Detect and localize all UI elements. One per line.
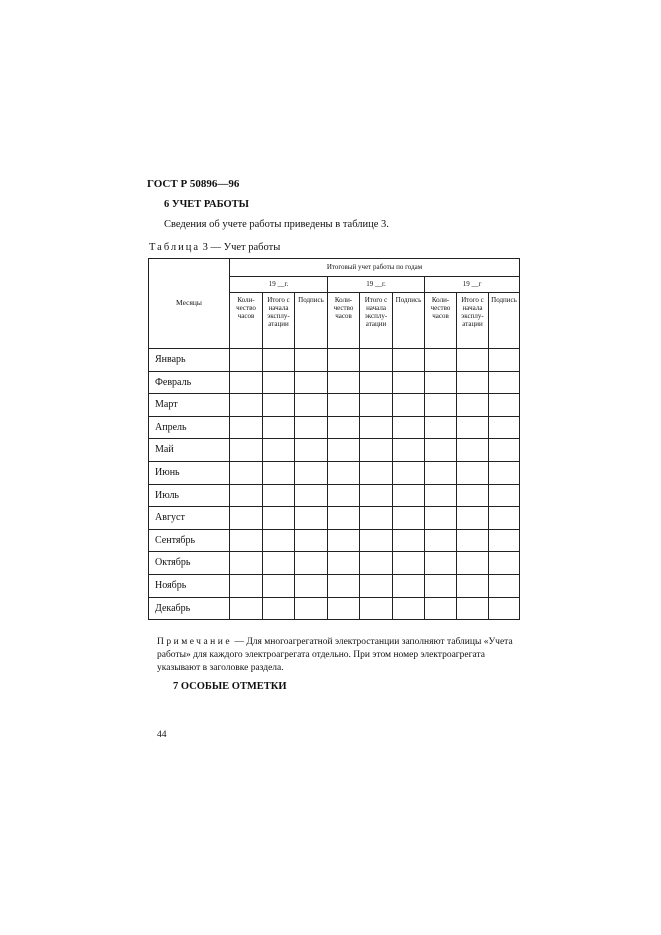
section-7-title: 7 ОСОБЫЕ ОТМЕТКИ	[173, 681, 287, 692]
yearly-totals-header: Итоговый учет работы по годам	[230, 259, 520, 277]
year-2-total-header: Итого с начала эксплу-атации	[360, 293, 393, 349]
entry-cell[interactable]	[328, 461, 360, 484]
entry-cell[interactable]	[230, 574, 263, 597]
entry-cell[interactable]	[489, 484, 520, 507]
entry-cell[interactable]	[263, 439, 295, 462]
entry-cell[interactable]	[230, 597, 263, 620]
entry-cell[interactable]	[425, 507, 457, 530]
entry-cell[interactable]	[457, 371, 489, 394]
year-3-header: 19 __г	[425, 277, 520, 293]
year-1-hours-header: Коли-чество часов	[230, 293, 263, 349]
table-note	[157, 636, 521, 675]
entry-cell[interactable]	[263, 416, 295, 439]
entry-cell[interactable]	[360, 461, 393, 484]
document-code: ГОСТ Р 50896—96	[147, 178, 240, 190]
entry-cell[interactable]	[295, 416, 328, 439]
entry-cell[interactable]	[263, 349, 295, 372]
work-log-table	[148, 258, 520, 620]
entry-cell[interactable]	[393, 461, 425, 484]
entry-cell[interactable]	[230, 484, 263, 507]
table-row	[149, 529, 520, 552]
entry-cell[interactable]	[425, 461, 457, 484]
table-caption-label: Таблица	[149, 242, 201, 253]
entry-cell[interactable]	[457, 349, 489, 372]
entry-cell[interactable]	[230, 552, 263, 575]
month-cell: Август	[149, 507, 230, 530]
entry-cell[interactable]	[295, 349, 328, 372]
month-cell: Февраль	[149, 371, 230, 394]
entry-cell[interactable]	[230, 461, 263, 484]
entry-cell[interactable]	[263, 529, 295, 552]
entry-cell[interactable]	[425, 349, 457, 372]
entry-cell[interactable]	[263, 507, 295, 530]
entry-cell[interactable]	[263, 461, 295, 484]
entry-cell[interactable]	[489, 597, 520, 620]
entry-cell[interactable]	[457, 574, 489, 597]
year-1-signature-header: Подпись	[295, 293, 328, 349]
entry-cell[interactable]	[328, 574, 360, 597]
entry-cell[interactable]	[457, 394, 489, 417]
entry-cell[interactable]	[360, 552, 393, 575]
entry-cell[interactable]	[360, 529, 393, 552]
entry-cell[interactable]	[393, 507, 425, 530]
entry-cell[interactable]	[489, 416, 520, 439]
table-row	[149, 574, 520, 597]
entry-cell[interactable]	[489, 349, 520, 372]
entry-cell[interactable]	[295, 597, 328, 620]
table-row	[149, 461, 520, 484]
entry-cell[interactable]	[393, 371, 425, 394]
months-body	[149, 349, 520, 620]
entry-cell[interactable]	[425, 371, 457, 394]
entry-cell[interactable]	[425, 484, 457, 507]
entry-cell[interactable]	[295, 507, 328, 530]
entry-cell[interactable]	[328, 416, 360, 439]
year-1-header: 19 __г.	[230, 277, 328, 293]
entry-cell[interactable]	[263, 597, 295, 620]
table-row	[149, 507, 520, 530]
entry-cell[interactable]	[425, 574, 457, 597]
entry-cell[interactable]	[360, 484, 393, 507]
entry-cell[interactable]	[230, 529, 263, 552]
table-row	[149, 394, 520, 417]
year-3-hours-header: Коли-чество часов	[425, 293, 457, 349]
entry-cell[interactable]	[263, 371, 295, 394]
entry-cell[interactable]	[393, 439, 425, 462]
entry-cell[interactable]	[425, 529, 457, 552]
entry-cell[interactable]	[457, 484, 489, 507]
entry-cell[interactable]	[457, 597, 489, 620]
entry-cell[interactable]	[393, 484, 425, 507]
entry-cell[interactable]	[328, 484, 360, 507]
entry-cell[interactable]	[295, 552, 328, 575]
month-cell: Июль	[149, 484, 230, 507]
year-3-signature-header: Подпись	[489, 293, 520, 349]
month-cell: Апрель	[149, 416, 230, 439]
section-6-title: 6 УЧЕТ РАБОТЫ	[164, 199, 249, 210]
entry-cell[interactable]	[425, 394, 457, 417]
table-row	[149, 439, 520, 462]
entry-cell[interactable]	[489, 529, 520, 552]
entry-cell[interactable]	[360, 597, 393, 620]
month-cell: Сентябрь	[149, 529, 230, 552]
entry-cell[interactable]	[489, 394, 520, 417]
entry-cell[interactable]	[393, 529, 425, 552]
table-row	[149, 371, 520, 394]
entry-cell[interactable]	[328, 394, 360, 417]
entry-cell[interactable]	[360, 371, 393, 394]
year-1-total-header: Итого с начала эксплу-атации	[263, 293, 295, 349]
months-column-header: Месяцы	[149, 259, 230, 349]
entry-cell[interactable]	[295, 574, 328, 597]
entry-cell[interactable]	[393, 552, 425, 575]
month-cell: Январь	[149, 349, 230, 372]
entry-cell[interactable]	[328, 597, 360, 620]
entry-cell[interactable]	[489, 507, 520, 530]
entry-cell[interactable]	[230, 507, 263, 530]
entry-cell[interactable]	[360, 439, 393, 462]
page-number: 44	[157, 730, 167, 740]
entry-cell[interactable]	[263, 552, 295, 575]
entry-cell[interactable]	[230, 349, 263, 372]
entry-cell[interactable]	[425, 439, 457, 462]
entry-cell[interactable]	[328, 552, 360, 575]
entry-cell[interactable]	[489, 371, 520, 394]
entry-cell[interactable]	[360, 394, 393, 417]
entry-cell[interactable]	[295, 439, 328, 462]
entry-cell[interactable]	[489, 552, 520, 575]
table-row	[149, 484, 520, 507]
entry-cell[interactable]	[263, 394, 295, 417]
entry-cell[interactable]	[393, 574, 425, 597]
year-2-hours-header: Коли-чество часов	[328, 293, 360, 349]
table-row	[149, 552, 520, 575]
entry-cell[interactable]	[328, 529, 360, 552]
entry-cell[interactable]	[489, 439, 520, 462]
month-cell: Октябрь	[149, 552, 230, 575]
month-cell: Ноябрь	[149, 574, 230, 597]
year-3-total-header: Итого с начала эксплу-атации	[457, 293, 489, 349]
entry-cell[interactable]	[360, 574, 393, 597]
entry-cell[interactable]	[425, 552, 457, 575]
note-label: Примечание	[157, 637, 233, 647]
entry-cell[interactable]	[360, 349, 393, 372]
entry-cell[interactable]	[263, 574, 295, 597]
entry-cell[interactable]	[457, 461, 489, 484]
entry-cell[interactable]	[360, 416, 393, 439]
entry-cell[interactable]	[295, 484, 328, 507]
entry-cell[interactable]	[263, 484, 295, 507]
month-cell: Июнь	[149, 461, 230, 484]
entry-cell[interactable]	[295, 394, 328, 417]
entry-cell[interactable]	[328, 371, 360, 394]
entry-cell[interactable]	[230, 416, 263, 439]
entry-cell[interactable]	[457, 439, 489, 462]
section-6-intro: Сведения об учете работы приведены в таблице 3.	[164, 219, 389, 230]
entry-cell[interactable]	[457, 552, 489, 575]
entry-cell[interactable]	[230, 371, 263, 394]
table-row	[149, 349, 520, 372]
year-2-signature-header: Подпись	[393, 293, 425, 349]
entry-cell[interactable]	[328, 507, 360, 530]
table-caption-text: 3 — Учет работы	[200, 242, 281, 253]
entry-cell[interactable]	[360, 507, 393, 530]
entry-cell[interactable]	[489, 574, 520, 597]
entry-cell[interactable]	[295, 461, 328, 484]
entry-cell[interactable]	[230, 439, 263, 462]
month-cell: Май	[149, 439, 230, 462]
table-row	[149, 597, 520, 620]
entry-cell[interactable]	[457, 529, 489, 552]
entry-cell[interactable]	[425, 597, 457, 620]
note-text: — Для многоагрегатной электростанции заполняют таблицы «Учета работы» для каждого электроагрегата отдельно. При этом номер электроагрегата указывают в заголовке раздела.	[157, 637, 513, 673]
entry-cell[interactable]	[425, 416, 457, 439]
month-cell: Март	[149, 394, 230, 417]
entry-cell[interactable]	[230, 394, 263, 417]
year-2-header: 19 __г.	[328, 277, 425, 293]
entry-cell[interactable]	[393, 597, 425, 620]
entry-cell[interactable]	[457, 416, 489, 439]
entry-cell[interactable]	[393, 394, 425, 417]
table-caption	[149, 242, 280, 253]
entry-cell[interactable]	[489, 461, 520, 484]
entry-cell[interactable]	[457, 507, 489, 530]
entry-cell[interactable]	[295, 529, 328, 552]
month-cell: Декабрь	[149, 597, 230, 620]
entry-cell[interactable]	[393, 416, 425, 439]
entry-cell[interactable]	[393, 349, 425, 372]
entry-cell[interactable]	[328, 349, 360, 372]
table-row	[149, 416, 520, 439]
entry-cell[interactable]	[295, 371, 328, 394]
entry-cell[interactable]	[328, 439, 360, 462]
